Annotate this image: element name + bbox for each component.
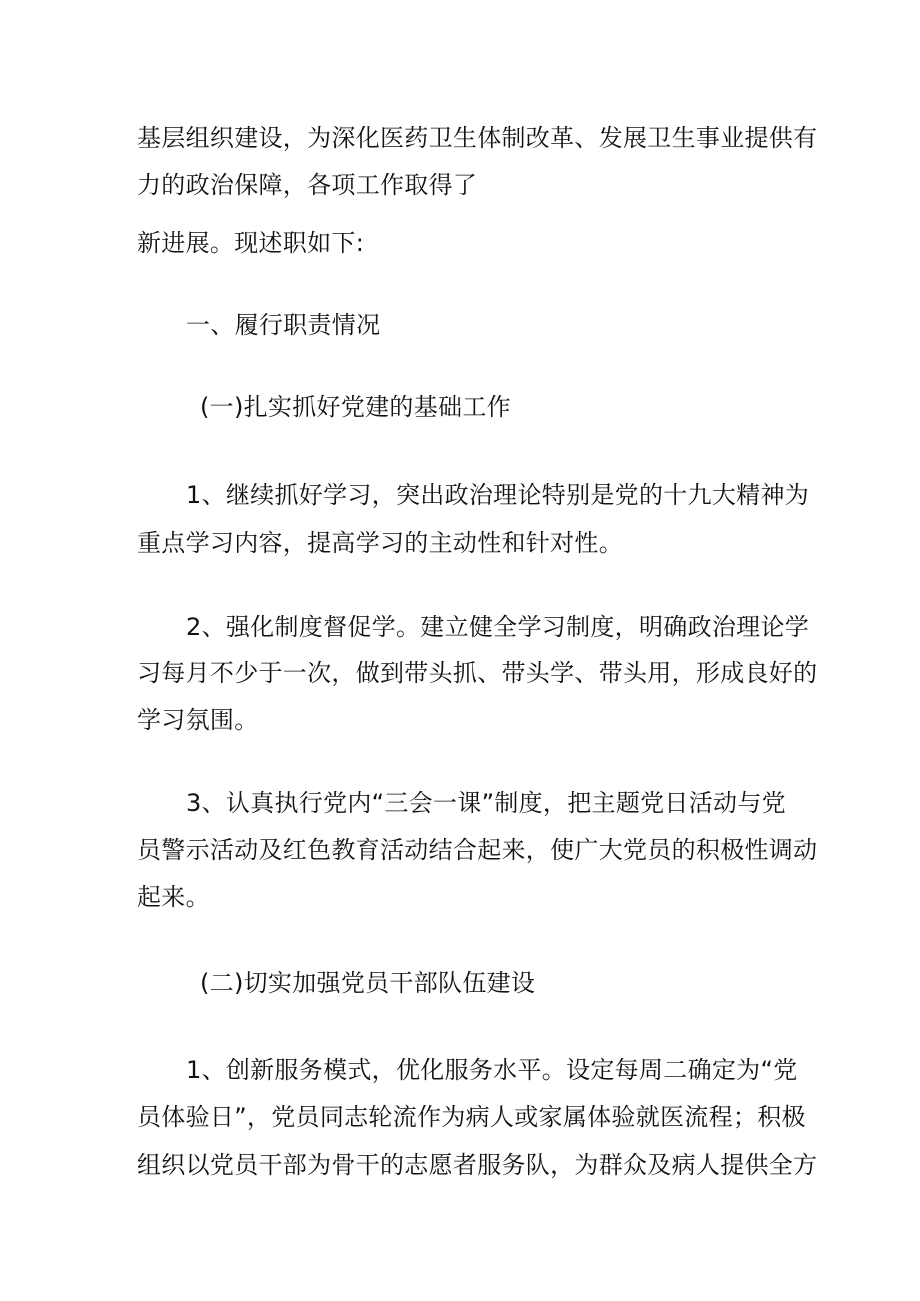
- paragraph-intro-line-3: 新进展。现述职如下:: [137, 229, 365, 257]
- item-3-line-2: 员警示活动及红色教育活动结合起来，使广大党员的积极性调动: [137, 836, 818, 864]
- item-1-line-2: 重点学习内容，提高学习的主动性和针对性。: [137, 529, 623, 557]
- item-4-line-3: 组织以党员干部为骨干的志愿者服务队，为群众及病人提供全方: [137, 1151, 818, 1179]
- subsection-heading-2: (二)切实加强党员干部队伍建设: [200, 969, 536, 997]
- item-2-line-3: 学习氛围。: [137, 706, 259, 734]
- item-1-line-1: 1、继续抓好学习，突出政治理论特别是党的十九大精神为: [186, 481, 810, 509]
- item-2-line-1: 2、强化制度督促学。建立健全学习制度，明确政治理论学: [186, 613, 810, 641]
- item-2-line-2: 习每月不少于一次，做到带头抓、带头学、带头用，形成良好的: [137, 659, 818, 687]
- item-3-line-3: 起来。: [137, 883, 210, 911]
- paragraph-intro-line-2: 力的政治保障，各项工作取得了: [137, 171, 478, 199]
- item-3-line-1: 3、认真执行党内“三会一课”制度，把主题党日活动与党: [186, 789, 786, 817]
- section-heading-1: 一、履行职责情况: [186, 311, 381, 339]
- subsection-heading-1: (一)扎实抓好党建的基础工作: [200, 393, 511, 421]
- item-4-line-2: 员体验日”，党员同志轮流作为病人或家属体验就医流程；积极: [137, 1103, 806, 1131]
- paragraph-intro-line-1: 基层组织建设，为深化医药卫生体制改革、发展卫生事业提供有: [137, 124, 818, 152]
- item-4-line-1: 1、创新服务模式，优化服务水平。设定每周二确定为“党: [186, 1056, 798, 1084]
